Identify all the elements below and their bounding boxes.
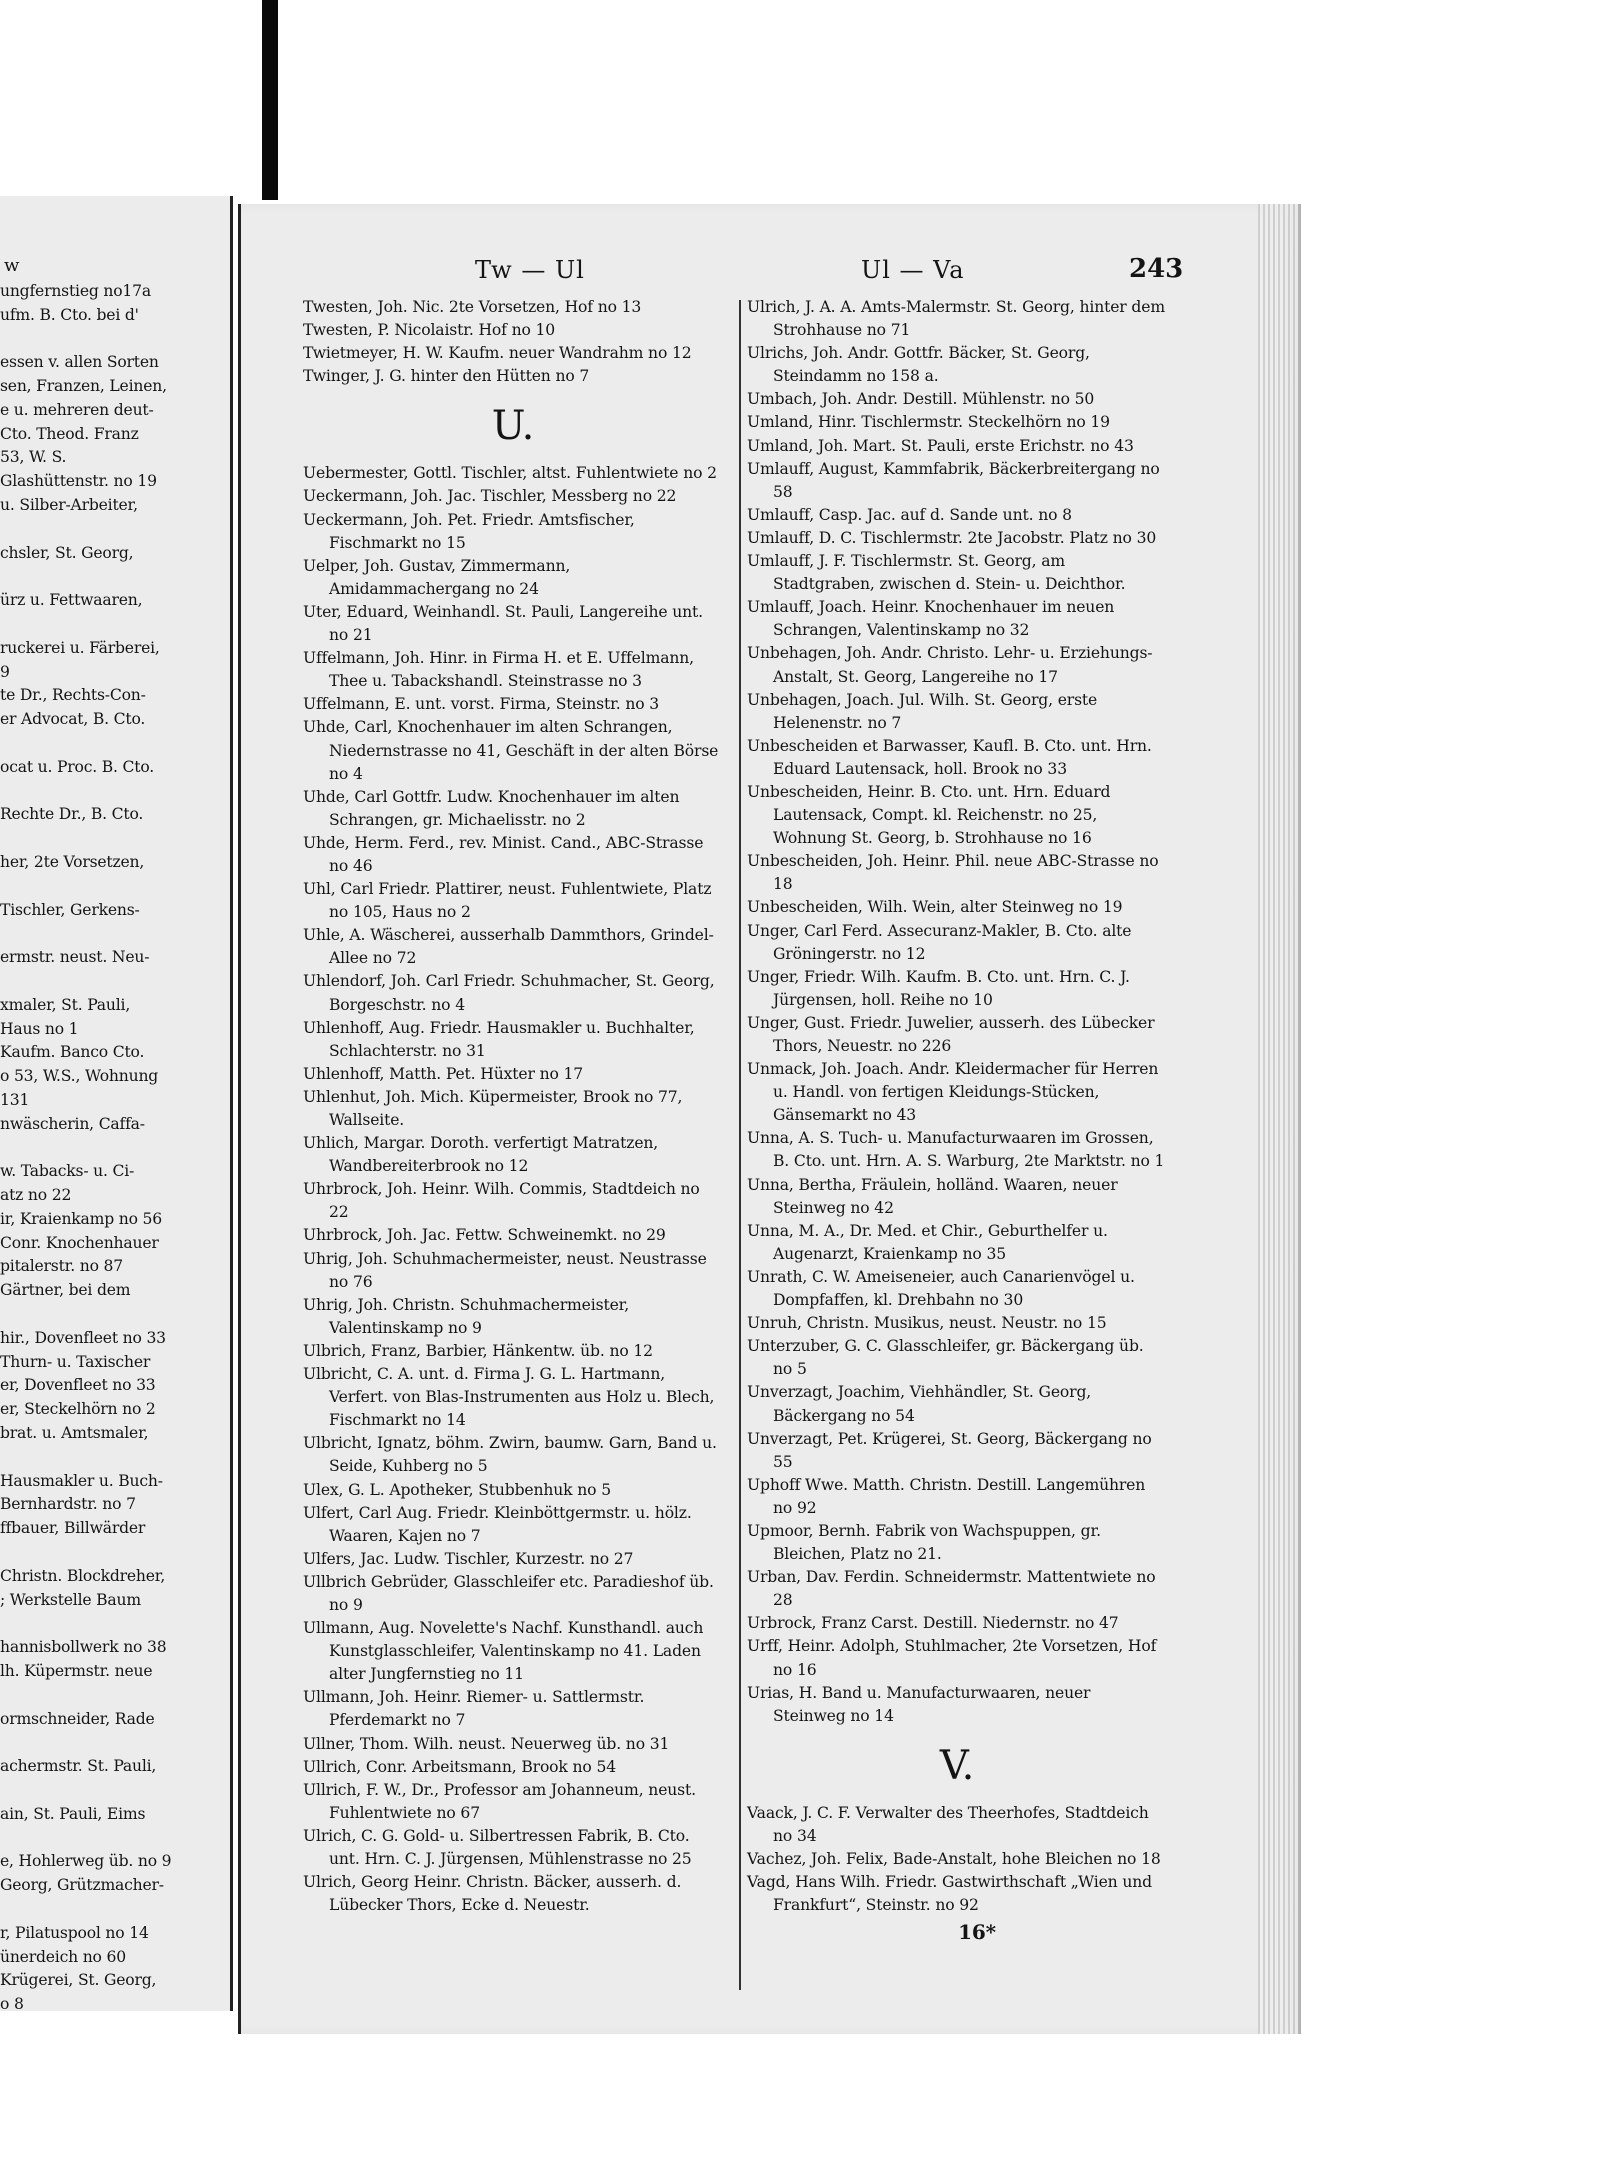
left-page-line: Conr. Knochenhauer [0, 1233, 159, 1252]
left-page-line [0, 518, 230, 542]
left-page-line: Bernhardstr. no 7 [0, 1495, 136, 1514]
left-page-line [0, 1827, 230, 1851]
gutter-binding [262, 0, 278, 200]
directory-entry: Unna, M. A., Dr. Med. et Chir., Geburthelfer u. Augenarzt, Kraienkamp no 35 [747, 1221, 1108, 1263]
left-page-line: sen, Franzen, Leinen, [0, 376, 167, 395]
left-page-line: Cto. Theod. Franz [0, 424, 139, 443]
directory-entry: Ullmann, Joh. Heinr. Riemer- u. Sattlermstr. Pferdemarkt no 7 [303, 1688, 645, 1730]
right-page [238, 204, 1301, 2034]
left-page-line: Rechte Dr., B. Cto. [0, 805, 144, 824]
left-page-line: Glashüttenstr. no 19 [0, 472, 157, 491]
left-page-line [0, 327, 230, 351]
directory-entry: Uhrig, Joh. Christn. Schuhmachermeister, Valentinskamp no 9 [303, 1295, 630, 1337]
directory-entry: Vachez, Joh. Felix, Bade-Anstalt, hohe Bleichen no 18 [747, 1850, 1161, 1868]
signature-mark: 16* [958, 1920, 996, 1945]
section-letter: U. [491, 403, 535, 450]
left-page-line: ermstr. neust. Neu- [0, 948, 150, 967]
directory-entry: Uhrbrock, Joh. Heinr. Wilh. Commis, Stadtdeich no 22 [303, 1180, 700, 1222]
left-page-line: pitalerstr. no 87 [0, 1257, 123, 1276]
directory-entry: Ueckermann, Joh. Pet. Friedr. Amtsfischer, Fischmarkt no 15 [303, 510, 635, 552]
left-page-line: Haus no 1 [0, 1019, 79, 1038]
directory-entry: Uhde, Carl, Knochenhauer im alten Schrangen, Niedernstrasse no 41, Geschäft in der alten Börse no 4 [303, 718, 719, 783]
left-page [0, 196, 233, 2011]
directory-entry: Uhlenhut, Joh. Mich. Küpermeister, Brook no 77, Wallseite. [303, 1087, 683, 1129]
left-page-line [0, 875, 230, 899]
directory-entry: Uhlich, Margar. Doroth. verfertigt Matratzen, Wandbereiterbrook no 12 [303, 1134, 659, 1176]
left-page-line: ; Werkstelle Baum [0, 1590, 141, 1609]
directory-entry: Ulrich, C. G. Gold- u. Silbertressen Fabrik, B. Cto. unt. Hrn. C. J. Jürgensen, Mühlenstrasse no 25 [303, 1826, 692, 1868]
directory-entry: Uhlendorf, Joh. Carl Friedr. Schuhmacher, St. Georg, Borgeschstr. no 4 [303, 972, 715, 1014]
left-page-line: er, Dovenfleet no 33 [0, 1376, 156, 1395]
directory-entry: Urff, Heinr. Adolph, Stuhlmacher, 2te Vorsetzen, Hof no 16 [747, 1637, 1157, 1679]
left-page-line [0, 1898, 230, 1922]
page-edge [1258, 204, 1298, 2034]
left-page-line: xmaler, St. Pauli, [0, 995, 131, 1014]
left-page-line [0, 565, 230, 589]
directory-entry: Unna, Bertha, Fräulein, holländ. Waaren, neuer Steinweg no 42 [747, 1175, 1118, 1217]
directory-entry: Umbach, Joh. Andr. Destill. Mühlenstr. no 50 [747, 390, 1095, 409]
left-page-line: ormschneider, Rade [0, 1709, 155, 1728]
directory-entry: Urban, Dav. Ferdin. Schneidermstr. Mattentwiete no 28 [747, 1568, 1156, 1610]
directory-entry: Uhle, A. Wäscherei, ausserhalb Dammthors, Grindel-Allee no 72 [303, 926, 714, 968]
left-page-line: o 8 [0, 1995, 24, 2011]
directory-entry: Uhde, Carl Gottfr. Ludw. Knochenhauer im alten Schrangen, gr. Michaelisstr. no 2 [303, 787, 680, 829]
left-page-line [0, 1612, 230, 1636]
directory-entry: Twietmeyer, H. W. Kaufm. neuer Wandrahm no 12 [303, 344, 692, 363]
directory-entry: Ulrichs, Joh. Andr. Gottfr. Bäcker, St. Georg, Steindamm no 158 a. [747, 344, 1090, 386]
left-page-line [0, 922, 230, 946]
left-page-line: achermstr. St. Pauli, [0, 1757, 157, 1776]
directory-entry: Uelper, Joh. Gustav, Zimmermann, Amidammachergang no 24 [303, 556, 571, 598]
left-page-line: ufm. B. Cto. bei d' [0, 305, 139, 324]
left-page-line: chsler, St. Georg, [0, 543, 134, 562]
directory-entry: Ueckermann, Joh. Jac. Tischler, Messberg no 22 [303, 487, 677, 506]
directory-entry: Umland, Hinr. Tischlermstr. Steckelhörn no 19 [747, 413, 1110, 432]
directory-entry: Ulbricht, C. A. unt. d. Firma J. G. L. Hartmann, Verfert. von Blas-Instrumenten aus Holz u. Blech, Fischmarkt no 14 [303, 1365, 715, 1430]
column-2 [747, 296, 1167, 1945]
page-number: 243 [1129, 254, 1184, 284]
left-page-line [0, 1731, 230, 1755]
left-page-line [0, 827, 230, 851]
directory-entry: Uebermester, Gottl. Tischler, altst. Fuhlentwiete no 2 [303, 464, 717, 483]
left-page-line: ain, St. Pauli, Eims [0, 1804, 146, 1823]
directory-entry: Urbrock, Franz Carst. Destill. Niedernstr. no 47 [747, 1614, 1119, 1633]
running-head-left: Tw — Ul [475, 256, 585, 284]
left-page-line: e u. mehreren deut- [0, 400, 154, 419]
left-page-line: atz no 22 [0, 1186, 72, 1205]
directory-entry: Uffelmann, Joh. Hinr. in Firma H. et E. Uffelmann, Thee u. Tabackshandl. Steinstrasse no 3 [303, 649, 694, 691]
directory-entry: Umland, Joh. Mart. St. Pauli, erste Erichstr. no 43 [747, 436, 1134, 455]
directory-entry: Ullrich, F. W., Dr., Professor am Johanneum, neust. Fuhlentwiete no 67 [303, 1780, 696, 1822]
left-page-line: her, 2te Vorsetzen, [0, 852, 145, 871]
left-page-line: 131 [0, 1090, 30, 1109]
directory-entry: Umlauff, Joach. Heinr. Knochenhauer im neuen Schrangen, Valentinskamp no 32 [747, 598, 1115, 640]
directory-entry: Unger, Carl Ferd. Assecuranz-Makler, B. Cto. alte Gröningerstr. no 12 [747, 921, 1132, 963]
directory-entry: Vaack, J. C. F. Verwalter des Theerhofes, Stadtdeich no 34 [747, 1803, 1149, 1845]
directory-entry: Uphoff Wwe. Matth. Christn. Destill. Langemühren no 92 [747, 1475, 1146, 1517]
left-page-line: nwäscherin, Caffa- [0, 1114, 145, 1133]
left-page-line [0, 1684, 230, 1708]
left-page-header-fragment: w [4, 255, 20, 276]
left-page-line: hir., Dovenfleet no 33 [0, 1328, 166, 1347]
left-page-line: ünerdeich no 60 [0, 1947, 126, 1966]
directory-entry: Uhl, Carl Friedr. Plattirer, neust. Fuhlentwiete, Platz no 105, Haus no 2 [303, 880, 712, 922]
directory-entry: Unger, Gust. Friedr. Juwelier, ausserh. des Lübecker Thors, Neuestr. no 226 [747, 1013, 1155, 1055]
directory-entry: Unbescheiden, Wilh. Wein, alter Steinweg no 19 [747, 898, 1123, 917]
directory-entry: Ullbrich Gebrüder, Glasschleifer etc. Paradieshof üb. no 9 [303, 1572, 714, 1614]
left-page-line: u. Silber-Arbeiter, [0, 495, 138, 514]
left-page-line: r, Pilatuspool no 14 [0, 1923, 149, 1942]
directory-entry: Ullner, Thom. Wilh. neust. Neuerweg üb. no 31 [303, 1734, 670, 1753]
directory-entry: Unruh, Christn. Musikus, neust. Neustr. no 15 [747, 1314, 1107, 1333]
left-page-line: e, Hohlerweg üb. no 9 [0, 1852, 172, 1871]
left-page-line: brat. u. Amtsmaler, [0, 1424, 149, 1443]
directory-entry: Uhrig, Joh. Schuhmachermeister, neust. Neustrasse no 76 [303, 1249, 707, 1291]
left-page-line: 9 [0, 662, 10, 681]
column-divider [739, 300, 741, 1990]
directory-entry: Umlauff, J. F. Tischlermstr. St. Georg, am Stadtgraben, zwischen d. Stein- u. Deichthor. [747, 552, 1126, 594]
directory-entry: Uhde, Herm. Ferd., rev. Minist. Cand., ABC-Strasse no 46 [303, 833, 704, 875]
left-page-line: ürz u. Fettwaaren, [0, 591, 143, 610]
directory-entry: Ulex, G. L. Apotheker, Stubbenhuk no 5 [303, 1480, 611, 1499]
directory-entry: Ulbricht, Ignatz, böhm. Zwirn, baumw. Garn, Band u. Seide, Kuhberg no 5 [303, 1434, 717, 1476]
directory-entry: Unverzagt, Pet. Krügerei, St. Georg, Bäckergang no 55 [747, 1429, 1152, 1471]
left-page-line: Georg, Grützmacher- [0, 1876, 164, 1895]
directory-entry: Unger, Friedr. Wilh. Kaufm. B. Cto. unt. Hrn. C. J. Jürgensen, holl. Reihe no 10 [747, 967, 1130, 1009]
directory-entry: Twesten, P. Nicolaistr. Hof no 10 [303, 321, 556, 340]
directory-entry: Uhlenhoff, Aug. Friedr. Hausmakler u. Buchhalter, Schlachterstr. no 31 [303, 1018, 695, 1060]
directory-entry: Unmack, Joh. Joach. Andr. Kleidermacher für Herren u. Handl. von fertigen Kleidungs-Stücken, Gänsemarkt no 43 [747, 1060, 1159, 1125]
left-page-line: 53, W. S. [0, 448, 67, 467]
directory-entry: Unbescheiden et Barwasser, Kaufl. B. Cto. unt. Hrn. Eduard Lautensack, holl. Brook no 33 [747, 736, 1152, 778]
directory-entry: Unna, A. S. Tuch- u. Manufacturwaaren im Grossen, B. Cto. unt. Hrn. A. S. Warburg, 2te Marktstr. no 1 [747, 1129, 1165, 1171]
left-page-line [0, 780, 230, 804]
directory-entry: Twesten, Joh. Nic. 2te Vorsetzen, Hof no 13 [303, 298, 642, 316]
left-page-line [0, 970, 230, 994]
directory-entry: Uffelmann, E. unt. vorst. Firma, Steinstr. no 3 [303, 695, 660, 714]
left-page-line: ffbauer, Billwärder [0, 1519, 146, 1538]
directory-entry: Ulrich, Georg Heinr. Christn. Bäcker, ausserh. d. Lübecker Thors, Ecke d. Neuestr. [303, 1873, 682, 1915]
directory-entry: Ulrich, J. A. A. Amts-Malermstr. St. Georg, hinter dem Strohhause no 71 [747, 298, 1165, 340]
directory-entry: Ullmann, Aug. Novelette's Nachf. Kunsthandl. auch Kunstglasschleifer, Valentinskamp no 41. Laden alter Jungfernstieg no 11 [303, 1619, 704, 1684]
left-page-line: Krügerei, St. Georg, [0, 1971, 157, 1990]
left-page-line: Thurn- u. Taxischer [0, 1352, 151, 1371]
left-page-line: essen v. allen Sorten [0, 353, 159, 372]
left-page-line: te Dr., Rechts-Con- [0, 686, 146, 705]
left-page-line [0, 1779, 230, 1803]
left-page-line: Hausmakler u. Buch- [0, 1471, 163, 1490]
left-page-line [0, 1541, 230, 1565]
directory-entry: Umlauff, D. C. Tischlermstr. 2te Jacobstr. Platz no 30 [747, 528, 1157, 547]
directory-entry: Unbescheiden, Heinr. B. Cto. unt. Hrn. Eduard Lautensack, Compt. kl. Reichenstr. no 25, Wohnung St. Georg, b. Strohhause no 16 [747, 782, 1111, 848]
directory-entry: Uter, Eduard, Weinhandl. St. Pauli, Langereihe unt. no 21 [303, 602, 703, 645]
left-page-line: ungfernstieg no17a [0, 281, 151, 300]
left-page-line: ocat u. Proc. B. Cto. [0, 757, 155, 776]
directory-entry: Unrath, C. W. Ameiseneier, auch Canarienvögel u. Dompfaffen, kl. Drehbahn no 30 [747, 1267, 1135, 1310]
directory-entry: Umlauff, Casp. Jac. auf d. Sande unt. no 8 [747, 505, 1072, 524]
left-page-line: Tischler, Gerkens- [0, 900, 140, 919]
left-page-line [0, 1303, 230, 1327]
column-1 [303, 296, 723, 1917]
directory-entry: Unverzagt, Joachim, Viehhändler, St. Georg, Bäckergang no 54 [747, 1383, 1092, 1425]
left-page-line: ruckerei u. Färberei, [0, 638, 160, 657]
directory-entry: Ullrich, Conr. Arbeitsmann, Brook no 54 [303, 1757, 617, 1776]
directory-entry: Twinger, J. G. hinter den Hütten no 7 [303, 367, 590, 386]
directory-entry: Ulbrich, Franz, Barbier, Hänkentw. üb. no 12 [303, 1341, 653, 1360]
directory-entry: Unbehagen, Joh. Andr. Christo. Lehr- u. Erziehungs-Anstalt, St. Georg, Langereihe no 17 [747, 644, 1153, 686]
left-page-line: lh. Küpermstr. neue [0, 1662, 153, 1681]
left-page-line: o 53, W.S., Wohnung [0, 1067, 159, 1086]
directory-entry: Urias, H. Band u. Manufacturwaaren, neuer Steinweg no 14 [747, 1683, 1091, 1725]
left-page-line: er Advocat, B. Cto. [0, 710, 146, 729]
directory-entry: Ulfert, Carl Aug. Friedr. Kleinböttgermstr. u. hölz. Waaren, Kajen no 7 [303, 1503, 692, 1545]
left-page-line [0, 613, 230, 637]
directory-entry: Unterzuber, G. C. Glasschleifer, gr. Bäckergang üb. no 5 [747, 1337, 1144, 1379]
left-page-line: Christn. Blockdreher, [0, 1566, 166, 1585]
left-page-line: Kaufm. Banco Cto. [0, 1043, 145, 1062]
left-page-line: ir, Kraienkamp no 56 [0, 1209, 163, 1228]
left-page-text [0, 254, 230, 2011]
directory-entry: Uhlenhoff, Matth. Pet. Hüxter no 17 [303, 1064, 584, 1083]
left-page-line [0, 1136, 230, 1160]
directory-entry: Upmoor, Bernh. Fabrik von Wachspuppen, gr. Bleichen, Platz no 21. [747, 1521, 1101, 1564]
directory-entry: Unbescheiden, Joh. Heinr. Phil. neue ABC-Strasse no 18 [747, 852, 1159, 894]
left-page-line: hannisbollwerk no 38 [0, 1638, 167, 1657]
directory-entry: Uhrbrock, Joh. Jac. Fettw. Schweinemkt. no 29 [303, 1226, 666, 1245]
directory-entry: Vagd, Hans Wilh. Friedr. Gastwirthschaft „Wien und Frankfurt“, Steinstr. no 92 [747, 1873, 1152, 1915]
left-page-line [0, 1446, 230, 1470]
directory-entry: Unbehagen, Joach. Jul. Wilh. St. Georg, erste Helenenstr. no 7 [747, 690, 1098, 732]
directory-entry: Ulfers, Jac. Ludw. Tischler, Kurzestr. no 27 [303, 1549, 634, 1568]
left-page-line: er, Steckelhörn no 2 [0, 1400, 156, 1419]
directory-entry: Umlauff, August, Kammfabrik, Bäckerbreitergang no 58 [747, 459, 1160, 501]
running-head-right: Ul — Va [861, 256, 965, 284]
section-letter: V. [939, 1742, 975, 1789]
left-page-line: Gärtner, bei dem [0, 1281, 131, 1300]
left-page-line [0, 732, 230, 756]
left-page-line: w. Tabacks- u. Ci- [0, 1162, 135, 1181]
